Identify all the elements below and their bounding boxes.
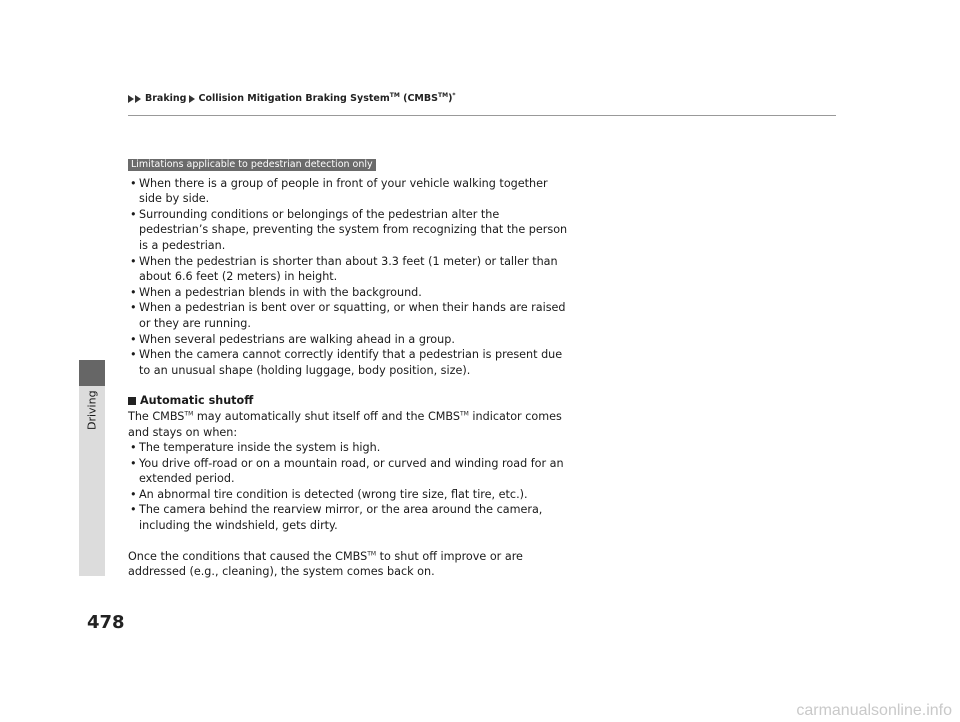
section-heading — [128, 393, 568, 409]
header-divider — [128, 115, 836, 116]
watermark: carmanualsonline.info — [796, 702, 952, 719]
main-content — [128, 156, 568, 580]
page-number: 478 — [87, 612, 125, 633]
side-tab-marker — [79, 360, 105, 386]
breadcrumb-arrow-icon — [189, 95, 195, 103]
square-bullet-icon — [128, 397, 136, 405]
side-tab-label: Driving — [85, 390, 99, 430]
pedestrian-limitations-list — [128, 176, 568, 379]
list-item: • The temperature inside the system is high. — [128, 440, 568, 456]
breadcrumb-cmbs[interactable]: Collision Mitigation Braking System™ (CMBS™)* — [198, 91, 456, 104]
section-heading-text: Automatic shutoff — [140, 394, 254, 408]
list-item: • When the pedestrian is shorter than about 3.3 feet (1 meter) or taller than about 6.6 feet (2 meters) in height. — [128, 254, 568, 285]
list-item: • When several pedestrians are walking ahead in a group. — [128, 332, 568, 348]
list-item: • When a pedestrian is bent over or squatting, or when their hands are raised or they are running. — [128, 300, 568, 331]
pedestrian-limitations-tag: Limitations applicable to pedestrian detection only — [128, 159, 376, 171]
breadcrumb-arrow-icon — [135, 95, 141, 103]
list-item: • When there is a group of people in front of your vehicle walking together side by side. — [128, 176, 568, 207]
list-item: • When the camera cannot correctly identify that a pedestrian is present due to an unusual shape (holding luggage, body position, size). — [128, 347, 568, 378]
list-item: • The camera behind the rearview mirror, or the area around the camera, including the windshield, gets dirty. — [128, 502, 568, 533]
breadcrumb — [128, 93, 456, 104]
list-item: • Surrounding conditions or belongings of the pedestrian alter the pedestrian’s shape, preventing the system from recognizing that the person is a pedestrian. — [128, 207, 568, 254]
shutoff-conditions-list — [128, 440, 568, 534]
shutoff-intro: The CMBS™ may automatically shut itself off and the CMBS™ indicator comes and stays on when: — [128, 409, 562, 439]
shutoff-outro: Once the conditions that caused the CMBS™ to shut off improve or are addressed (e.g., cleaning), the system comes back on. — [128, 549, 523, 579]
list-item: • An abnormal tire condition is detected (wrong tire size, flat tire, etc.). — [128, 487, 568, 503]
list-item: • When a pedestrian blends in with the background. — [128, 285, 568, 301]
breadcrumb-arrow-icon — [128, 95, 134, 103]
breadcrumb-braking[interactable]: Braking — [145, 93, 187, 104]
list-item: • You drive off-road or on a mountain road, or curved and winding road for an extended period. — [128, 456, 568, 487]
